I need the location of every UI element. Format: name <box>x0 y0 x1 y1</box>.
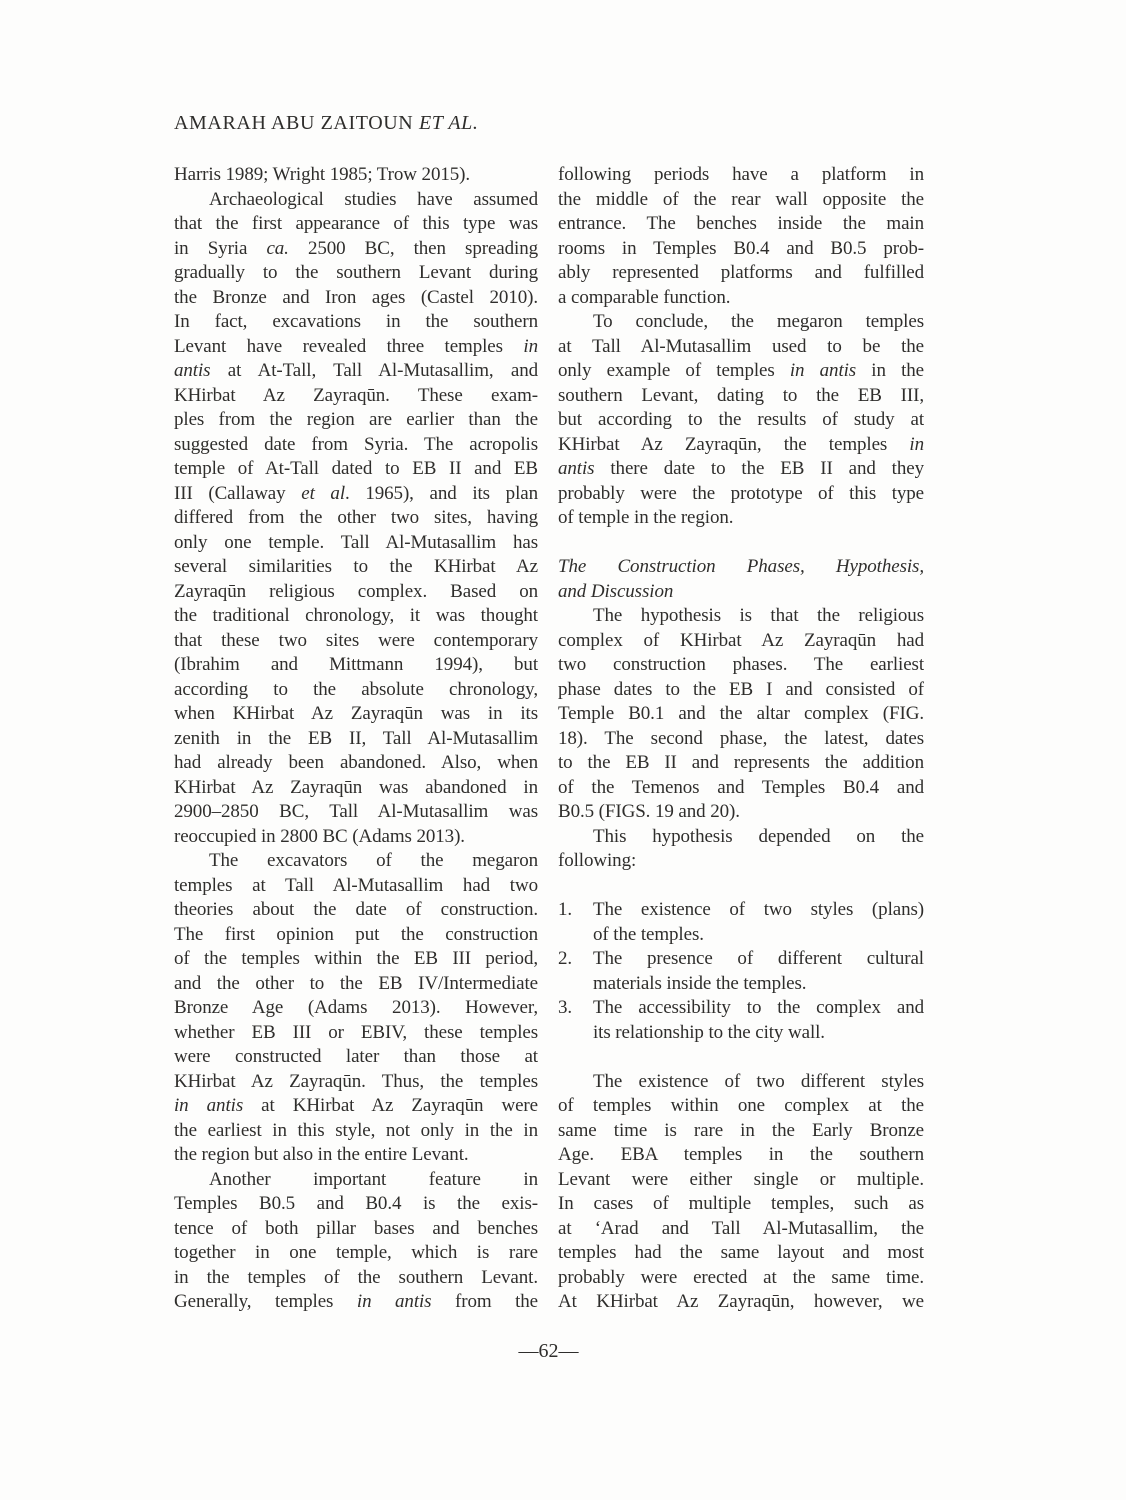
text-line: whether EB III or EBIV, these temples <box>174 1021 538 1043</box>
text-line: in Syria ca. 2500 BC, then spreading <box>174 237 538 259</box>
list-item-line: 3. The accessibility to the complex and <box>558 996 924 1021</box>
text-line: ably represented platforms and fulfilled <box>558 262 924 283</box>
text-line: Levant have revealed three temples in <box>174 335 538 357</box>
text-line: Archaeological studies have assumed <box>209 188 538 210</box>
text-line: when KHirbat Az Zayraqūn was in its <box>174 703 538 724</box>
section-heading-line: The Construction Phases, Hypothesis, <box>558 556 924 577</box>
text-line: 2900–2850 BC, Tall Al-Mutasallim was <box>174 801 538 822</box>
text-line: The first opinion put the construction <box>174 923 538 945</box>
text-line: southern Levant, dating to the EB III, <box>558 384 924 406</box>
text-line: and the other to the EB IV/Intermediate <box>174 972 538 994</box>
blank-line <box>558 531 924 556</box>
left-column <box>174 163 538 1315</box>
text-line: temple of At-Tall dated to EB II and EB <box>174 458 538 479</box>
text-line: The excavators of the megaron <box>209 850 538 871</box>
text-line: temples had the same layout and most <box>558 1242 924 1263</box>
text-line: following periods have a platform in <box>558 164 924 185</box>
text-line: KHirbat Az Zayraqūn. Thus, the temples <box>174 1070 538 1092</box>
text-line: probably were the prototype of this type <box>558 482 924 504</box>
text-line: At KHirbat Az Zayraqūn, however, we <box>558 1291 924 1312</box>
text-line: only one temple. Tall Al-Mutasallim has <box>174 531 538 553</box>
text-line: of the temples within the EB III period, <box>174 948 538 969</box>
text-line: the traditional chronology, it was thought <box>174 605 538 626</box>
text-line: gradually to the southern Levant during <box>174 262 538 283</box>
text-line: antis there date to the EB II and they <box>558 458 924 479</box>
list-number: 3. <box>558 997 573 1018</box>
text-line: that the first appearance of this type was <box>174 213 538 234</box>
text-line: Temples B0.5 and B0.4 is the exis- <box>174 1193 538 1214</box>
text-line: together in one temple, which is rare <box>174 1242 538 1263</box>
text-line: the earliest in this style, not only in the in <box>174 1119 538 1141</box>
text-line: The existence of two different styles <box>593 1070 924 1092</box>
list-number: 2. <box>558 948 573 969</box>
blank-line <box>558 1045 924 1070</box>
text-line: the Bronze and Iron ages (Castel 2010). <box>174 286 538 308</box>
blank-line <box>558 874 924 899</box>
page-number: —62— <box>518 1340 579 1362</box>
list-item-line: 2. The presence of different cultural <box>558 947 924 972</box>
text-line: but according to the results of study at <box>558 409 924 430</box>
text-line: KHirbat Az Zayraqūn was abandoned in <box>174 776 538 798</box>
running-header <box>174 112 479 135</box>
text-line: Generally, temples in antis from the <box>174 1291 538 1312</box>
list-number: 1. <box>558 899 573 920</box>
text-line: antis at At-Tall, Tall Al-Mutasallim, and <box>174 360 538 381</box>
text-line: its relationship to the city wall. <box>593 1021 825 1043</box>
text-line: KHirbat Az Zayraqūn, the temples in <box>558 433 924 455</box>
text-line: the middle of the rear wall opposite the <box>558 188 924 210</box>
text-line: rooms in Temples B0.4 and B0.5 prob- <box>558 237 924 259</box>
text-line: in antis at KHirbat Az Zayraqūn were <box>174 1095 538 1116</box>
text-line: suggested date from Syria. The acropolis <box>174 433 538 455</box>
text-line: only example of temples in antis in the <box>558 360 924 381</box>
text-line: that these two sites were contemporary <box>174 629 538 651</box>
text-line: Another important feature in <box>209 1168 538 1190</box>
text-line: Levant were either single or multiple. <box>558 1168 924 1190</box>
text-line: following: <box>558 850 637 871</box>
text-line: a comparable function. <box>558 286 731 308</box>
text-line: B0.5 (FIGS. 19 and 20). <box>558 801 740 822</box>
text-line: theories about the date of construction. <box>174 899 538 920</box>
text-line: ples from the region are earlier than the <box>174 409 538 430</box>
text-line: same time is rare in the Early Bronze <box>558 1119 924 1141</box>
text-line: materials inside the temples. <box>593 972 807 994</box>
text-line: Age. EBA temples in the southern <box>558 1144 924 1165</box>
list-item-line: 1. The existence of two styles (plans) <box>558 898 924 923</box>
text-line: III (Callaway et al. 1965), and its plan <box>174 482 538 504</box>
text-line: 18). The second phase, the latest, dates <box>558 727 924 749</box>
text-line: of the temples. <box>593 923 704 945</box>
text-line: two construction phases. The earliest <box>558 654 924 675</box>
running-header-authors: AMARAH ABU ZAITOUN <box>174 112 419 134</box>
text-line: probably were erected at the same time. <box>558 1266 924 1288</box>
text-line: This hypothesis depended on the <box>593 825 924 847</box>
text-line: to the EB II and represents the addition <box>558 752 924 773</box>
text-line: temples at Tall Al-Mutasallim had two <box>174 874 538 896</box>
text-line: of temples within one complex at the <box>558 1095 924 1116</box>
text-line: of the Temenos and Temples B0.4 and <box>558 776 924 798</box>
text-line: of temple in the region. <box>558 507 734 528</box>
text-line: the region but also in the entire Levant. <box>174 1144 469 1165</box>
text-line: zenith in the EB II, Tall Al-Mutasallim <box>174 727 538 749</box>
text-line: reoccupied in 2800 BC (Adams 2013). <box>174 825 465 847</box>
text-line: Temple B0.1 and the altar complex (FIG. <box>558 703 924 724</box>
section-heading-line: and Discussion <box>558 580 674 602</box>
text-line: complex of KHirbat Az Zayraqūn had <box>558 629 924 651</box>
text-line: entrance. The benches inside the main <box>558 213 924 234</box>
text-line: phase dates to the EB I and consisted of <box>558 678 924 700</box>
text-line: The hypothesis is that the religious <box>593 605 924 626</box>
text-line: Zayraqūn religious complex. Based on <box>174 580 538 602</box>
right-column <box>558 163 924 1315</box>
text-line: had already been abandoned. Also, when <box>174 752 538 773</box>
text-line: differed from the other two sites, having <box>174 507 538 528</box>
text-line: several similarities to the KHirbat Az <box>174 556 538 577</box>
text-line: (Ibrahim and Mittmann 1994), but <box>174 654 538 675</box>
text-line: at ʻArad and Tall Al-Mutasallim, the <box>558 1217 924 1239</box>
text-line: were constructed later than those at <box>174 1046 538 1067</box>
text-line: tence of both pillar bases and benches <box>174 1217 538 1239</box>
text-line: in the temples of the southern Levant. <box>174 1266 538 1288</box>
text-line: In fact, excavations in the southern <box>174 311 538 332</box>
text-line: at Tall Al-Mutasallim used to be the <box>558 335 924 357</box>
text-line: according to the absolute chronology, <box>174 678 538 700</box>
text-line: Harris 1989; Wright 1985; Trow 2015). <box>174 164 471 185</box>
text-line: Bronze Age (Adams 2013). However, <box>174 997 538 1018</box>
text-line: In cases of multiple temples, such as <box>558 1193 924 1214</box>
text-line: KHirbat Az Zayraqūn. These exam- <box>174 384 538 406</box>
running-header-etal: ET AL. <box>418 112 479 134</box>
text-line: To conclude, the megaron temples <box>593 311 924 332</box>
